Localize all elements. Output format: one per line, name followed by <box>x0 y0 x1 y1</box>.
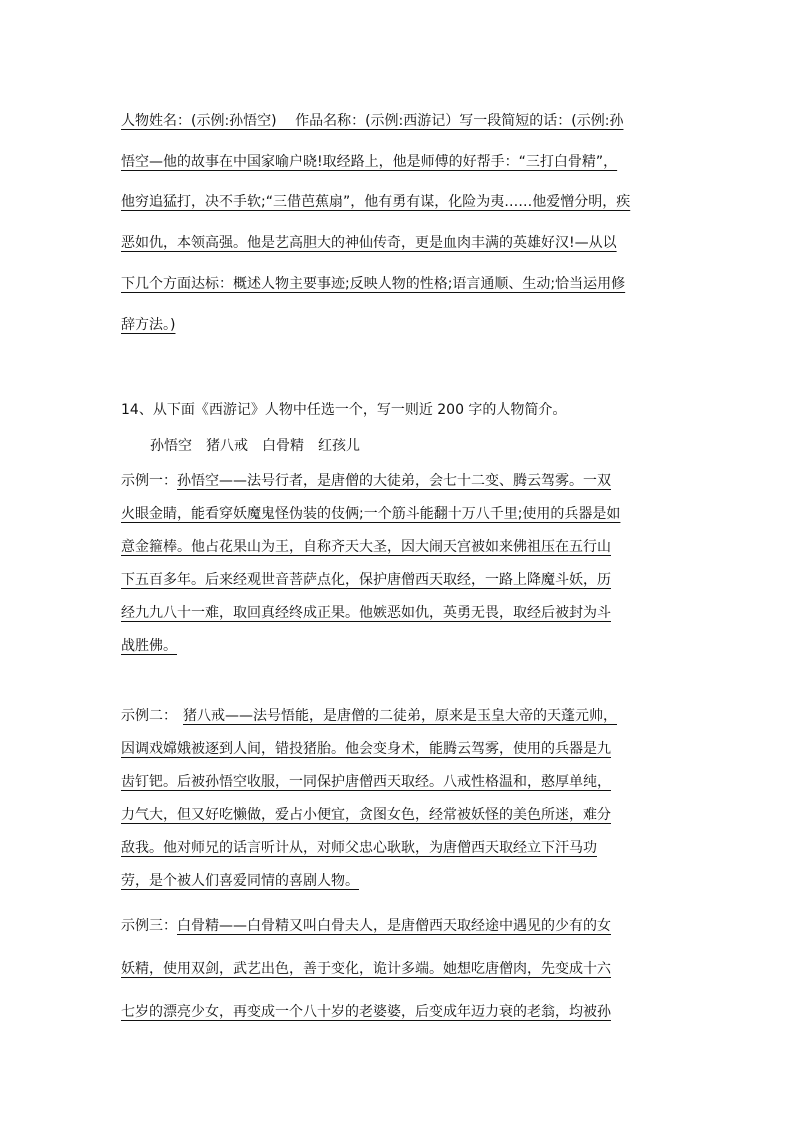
example-2-text: 猪八戒——法号悟能，是唐僧的二徒弟，原来是玉皇大帝的天蓬元帅， <box>183 708 617 724</box>
intro-line: 辞方法。) <box>121 317 176 333</box>
intro-line: 人物姓名：(示例:孙悟空) 作品名称：(示例:西游记）写一段简短的话：(示例:孙 <box>121 113 624 129</box>
example-1-line: 火眼金睛，能看穿妖魔鬼怪伪装的伎俩;一个筋斗能翻十万八千里;使用的兵器是如 <box>121 506 621 522</box>
example-1-label: 示例一： <box>121 473 177 489</box>
example-3-text: 白骨精——白骨精又叫白骨夫人，是唐僧西天取经途中遇见的少有的女 <box>177 918 611 934</box>
example-1-line: 经九九八十一难，取回真经终成正果。他嫉恶如仇，英勇无畏，取经后被封为斗 <box>121 605 611 621</box>
intro-line: 下几个方面达标：概述人物主要事迹;反映人物的性格;语言通顺、生动;恰当运用修 <box>121 276 626 292</box>
question-14: 14、从下面《西游记》人物中任选一个，写一则近 200 字的人物简介。 <box>121 402 567 418</box>
example-2-line: 劳，是个被人们喜爱同情的喜剧人物。 <box>121 873 359 889</box>
example-1-line: 意金箍棒。他占花果山为王，自称齐天大圣，因大闹天宫被如来佛祖压在五行山 <box>121 539 611 555</box>
example-2-line: 力气大，但又好吃懒做，爱占小便宜，贪图女色，经常被妖怪的美色所迷，难分 <box>121 807 611 823</box>
example-2-line: 因调戏嫦娥被逐到人间，错投猪胎。他会变身术，能腾云驾雾，使用的兵器是九 <box>121 741 611 757</box>
intro-line: 他穷追猛打，决不手软;“三借芭蕉扇”，他有勇有谋，化险为夷……他爱憎分明，疾 <box>121 194 631 210</box>
example-3-line: 七岁的漂亮少女，再变成一个八十岁的老婆婆，后变成年迈力衰的老翁，均被孙 <box>121 1004 611 1020</box>
example-2-line: 敌我。他对师兄的话言听计从，对师父忠心耿耿，为唐僧西天取经立下汗马功 <box>121 840 597 856</box>
example-1-first-line <box>121 471 611 491</box>
example-1-line: 战胜佛。 <box>121 638 177 654</box>
intro-line: 恶如仇，本领高强。他是艺高胆大的神仙传奇，更是血肉丰满的英雄好汉!—从以 <box>121 235 617 251</box>
example-3-label: 示例三： <box>121 918 177 934</box>
example-2-label: 示例二： <box>121 708 177 724</box>
example-1-line: 下五百多年。后来经观世音菩萨点化，保护唐僧西天取经，一路上降魔斗妖，历 <box>121 572 611 588</box>
example-2-first-line <box>121 706 617 726</box>
character-choices: 孙悟空 猪八戒 白骨精 红孩儿 <box>150 438 360 454</box>
example-1-text: 孙悟空——法号行者，是唐僧的大徒弟，会七十二变、腾云驾雾。一双 <box>177 473 611 489</box>
example-3-first-line <box>121 916 611 936</box>
intro-line: 悟空—他的故事在中国家喻户晓!取经路上，他是师傅的好帮手：“三打白骨精”， <box>121 154 618 170</box>
example-2-line: 齿钉钯。后被孙悟空收服，一同保护唐僧西天取经。八戒性格温和，憨厚单纯， <box>121 774 611 790</box>
example-3-line: 妖精，使用双剑，武艺出色，善于变化，诡计多端。她想吃唐僧肉，先变成十六 <box>121 961 611 977</box>
